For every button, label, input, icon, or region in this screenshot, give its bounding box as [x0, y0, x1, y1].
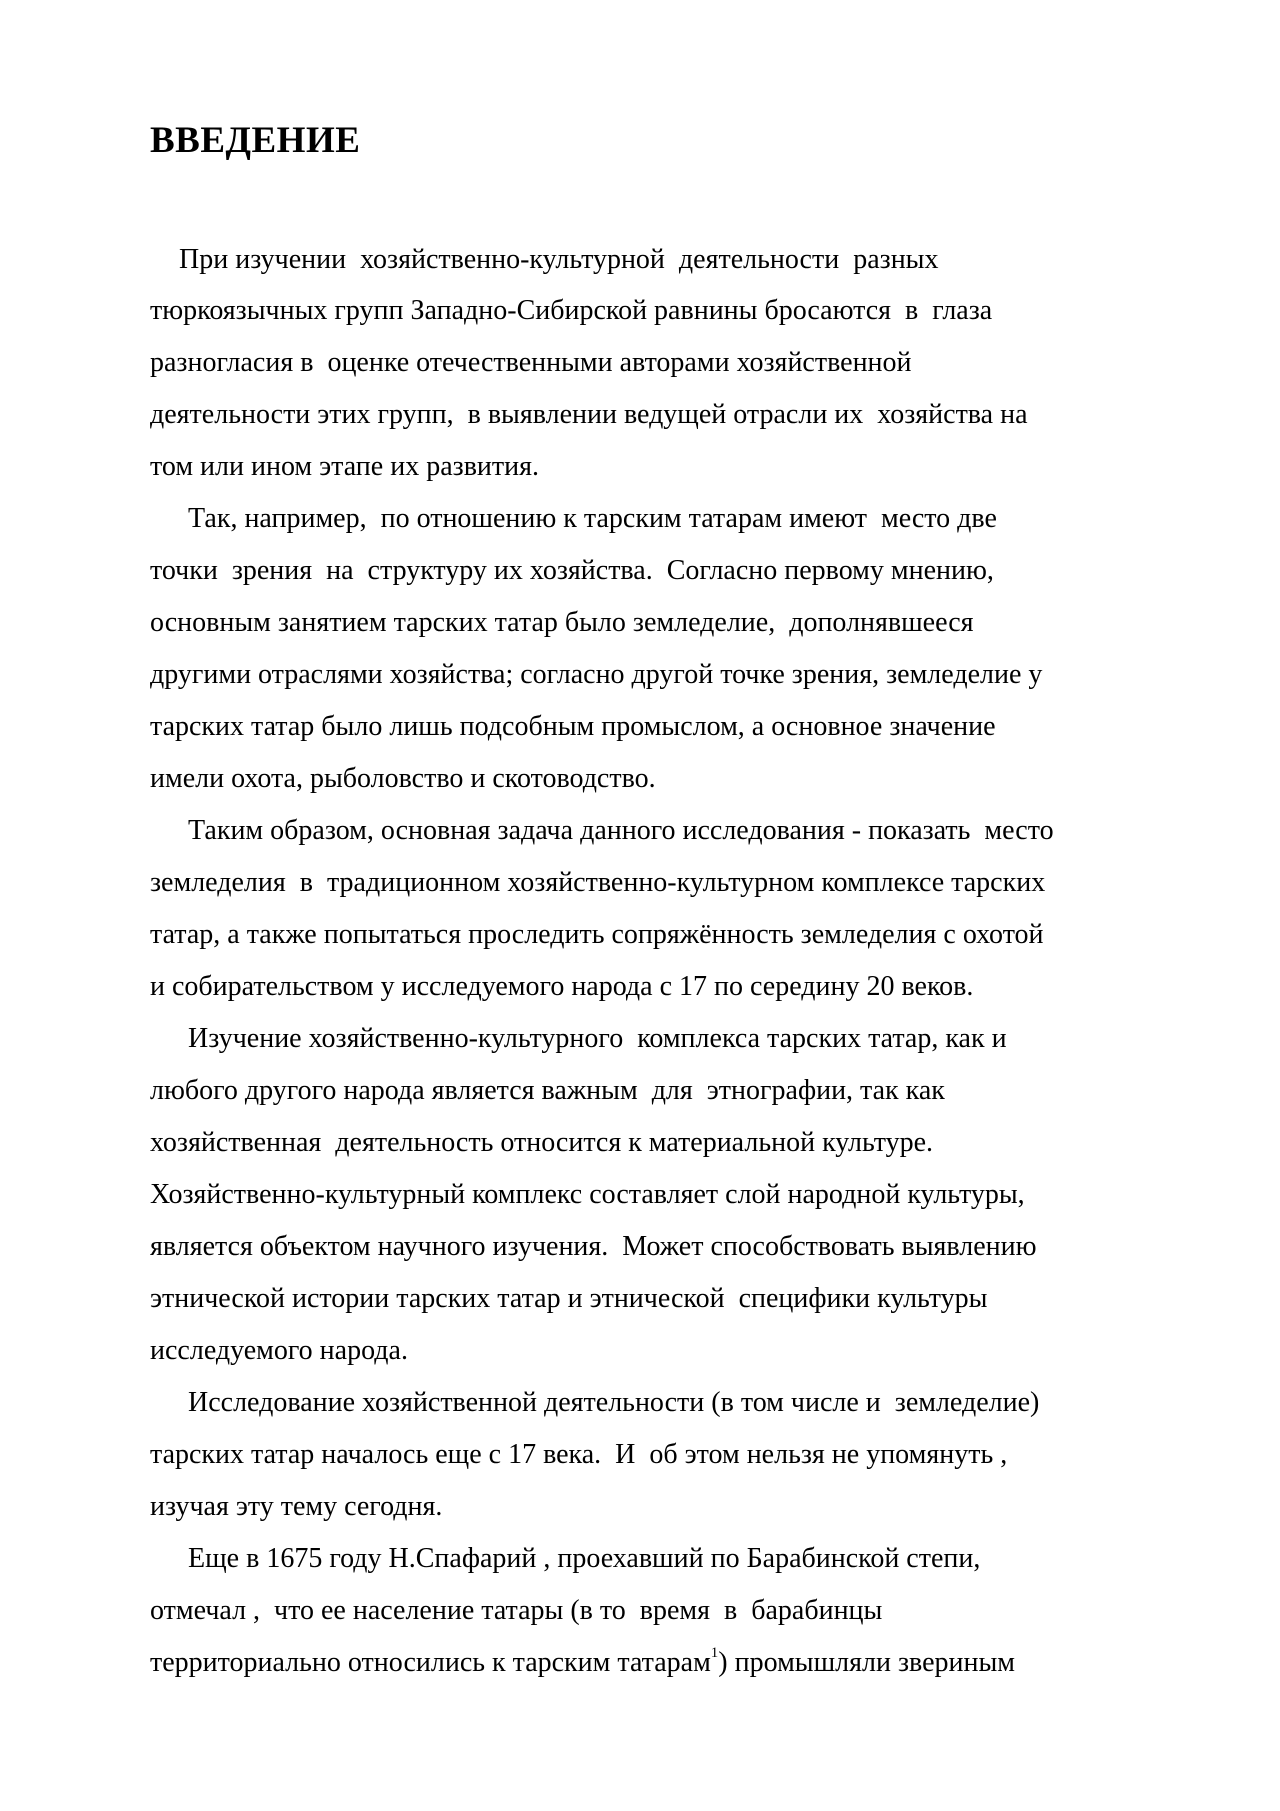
text-line: хозяйственная деятельность относится к материальной культуре. — [150, 1127, 934, 1158]
text-line: Исследование хозяйственной деятельности (в том числе и земледелие) — [188, 1387, 1040, 1418]
footnote-reference[interactable]: 1 — [710, 1645, 719, 1661]
text-line: Таким образом, основная задача данного исследования - показать место — [188, 815, 1054, 846]
text-line: При изучении хозяйственно-культурной деятельности разных — [179, 244, 939, 275]
text-line: точки зрения на структуру их хозяйства. Согласно первому мнению, — [150, 555, 994, 586]
text-line: исследуемого народа. — [150, 1335, 408, 1366]
text-line: Хозяйственно-культурный комплекс составляет слой народной культуры, — [150, 1179, 1025, 1210]
text-line: является объектом научного изучения. Может способствовать выявлению — [150, 1231, 1037, 1262]
text-line: тарских татар началось еще с 17 века. И об этом нельзя не упомянуть , — [150, 1439, 1008, 1470]
text-line: разногласия в оценке отечественными авторами хозяйственной — [150, 347, 912, 378]
text-line: том или ином этапе их развития. — [150, 451, 539, 482]
text-line: Так, например, по отношению к тарским татарам имеют место две — [188, 503, 997, 534]
text-line: имели охота, рыболовство и скотоводство. — [150, 763, 656, 794]
text-segment: территориально относились к тарским татарам — [150, 1647, 711, 1678]
text-line: земледелия в традиционном хозяйственно-культурном комплексе тарских — [150, 867, 1046, 898]
text-line: татар, а также попытаться проследить сопряжённость земледелия с охотой — [150, 919, 1044, 950]
text-line: и собирательством у исследуемого народа с 17 по середину 20 веков. — [150, 971, 974, 1002]
text-line: отмечал , что ее население татары (в то время в барабинцы — [150, 1595, 883, 1626]
text-line: тюркоязычных групп Западно-Сибирской равнины бросаются в глаза — [150, 295, 993, 326]
text-line: любого другого народа является важным для этнографии, так как — [150, 1075, 945, 1106]
text-line: этнической истории тарских татар и этнической специфики культуры — [150, 1283, 988, 1314]
page-title: ВВЕДЕНИЕ — [150, 120, 361, 161]
text-line-with-footnote — [150, 1645, 1016, 1678]
text-segment: ) промышляли звериным — [718, 1647, 1016, 1678]
text-line: деятельности этих групп, в выявлении ведущей отрасли их хозяйства на — [150, 399, 1028, 430]
text-line: тарских татар было лишь подсобным промыслом, а основное значение — [150, 711, 996, 742]
text-line: Изучение хозяйственно-культурного комплекса тарских татар, как и — [188, 1023, 1007, 1054]
text-line: изучая эту тему сегодня. — [150, 1491, 443, 1522]
text-line: Еще в 1675 году Н.Спафарий , проехавший по Барабинской степи, — [188, 1543, 981, 1574]
text-line: другими отраслями хозяйства; согласно другой точке зрения, земледелие у — [150, 659, 1043, 690]
text-line: основным занятием тарских татар было земледелие, дополнявшееся — [150, 607, 974, 638]
